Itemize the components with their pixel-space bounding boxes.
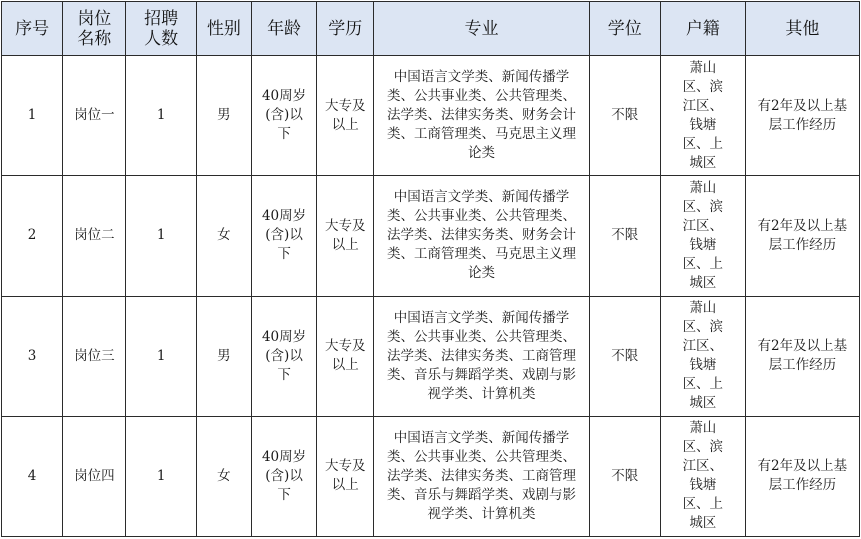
cell-age-text: 40周岁(含)以下	[261, 88, 307, 143]
cell-other	[745, 296, 859, 416]
header-index: 序号	[2, 2, 63, 56]
cell-age	[251, 416, 316, 536]
cell-education-text: 大专及以上	[325, 97, 366, 133]
cell-education-text: 大专及以上	[325, 217, 366, 253]
table-row	[2, 416, 860, 536]
cell-position: 岗位二	[63, 176, 126, 296]
cell-hukou	[660, 176, 745, 296]
header-education: 学历	[317, 2, 374, 56]
cell-education-text: 大专及以上	[325, 458, 366, 494]
cell-position: 岗位一	[63, 56, 126, 176]
cell-other	[745, 56, 859, 176]
cell-gender: 男	[196, 56, 251, 176]
cell-age	[251, 56, 316, 176]
cell-gender: 女	[196, 176, 251, 296]
cell-count: 1	[126, 56, 196, 176]
cell-degree: 不限	[589, 416, 660, 536]
cell-other-text: 有2年及以上基层工作经历	[757, 458, 848, 494]
cell-other-text: 有2年及以上基层工作经历	[757, 217, 848, 253]
header-age: 年龄	[251, 2, 316, 56]
cell-count: 1	[126, 176, 196, 296]
header-count: 招聘人数	[126, 2, 196, 56]
cell-position: 岗位四	[63, 416, 126, 536]
cell-education	[317, 176, 374, 296]
recruitment-table	[1, 1, 860, 537]
cell-major	[374, 416, 589, 536]
cell-count: 1	[126, 296, 196, 416]
cell-hukou-text: 萧山区、滨江区、钱塘区、上城区	[682, 179, 724, 291]
cell-age	[251, 296, 316, 416]
cell-age-text: 40周岁(含)以下	[261, 328, 307, 383]
cell-hukou-text: 萧山区、滨江区、钱塘区、上城区	[682, 300, 724, 412]
header-position: 岗位名称	[63, 2, 126, 56]
header-row	[2, 2, 860, 56]
cell-age-text: 40周岁(含)以下	[261, 448, 307, 503]
table-row	[2, 56, 860, 176]
cell-education	[317, 296, 374, 416]
cell-major-text: 中国语言文学类、新闻传播学类、公共事业类、公共管理类、法学类、法律实务类、工商管理类、音乐与舞蹈学类、戏剧与影视学类、计算机类	[386, 429, 576, 522]
cell-major-text: 中国语言文学类、新闻传播学类、公共事业类、公共管理类、法学类、法律实务类、财务会计类、工商管理类、马克思主义理论类	[386, 69, 576, 162]
cell-hukou	[660, 296, 745, 416]
cell-index: 2	[2, 176, 63, 296]
cell-hukou-text: 萧山区、滨江区、钱塘区、上城区	[682, 59, 724, 171]
cell-other	[745, 416, 859, 536]
cell-education	[317, 416, 374, 536]
header-degree: 学位	[589, 2, 660, 56]
table-row	[2, 296, 860, 416]
cell-major	[374, 176, 589, 296]
cell-age-text: 40周岁(含)以下	[261, 208, 307, 263]
header-gender: 性别	[196, 2, 251, 56]
cell-major-text: 中国语言文学类、新闻传播学类、公共事业类、公共管理类、法学类、法律实务类、工商管理类、音乐与舞蹈学类、戏剧与影视学类、计算机类	[386, 309, 576, 402]
cell-education-text: 大专及以上	[325, 338, 366, 374]
cell-position: 岗位三	[63, 296, 126, 416]
cell-index: 1	[2, 56, 63, 176]
cell-count: 1	[126, 416, 196, 536]
table-row	[2, 176, 860, 296]
cell-degree: 不限	[589, 296, 660, 416]
cell-gender: 男	[196, 296, 251, 416]
cell-major-text: 中国语言文学类、新闻传播学类、公共事业类、公共管理类、法学类、法律实务类、财务会计类、工商管理类、马克思主义理论类	[386, 189, 576, 282]
cell-hukou-text: 萧山区、滨江区、钱塘区、上城区	[682, 420, 724, 532]
cell-hukou	[660, 56, 745, 176]
cell-index: 3	[2, 296, 63, 416]
header-hukou: 户籍	[660, 2, 745, 56]
cell-other-text: 有2年及以上基层工作经历	[757, 338, 848, 374]
cell-major	[374, 296, 589, 416]
cell-other	[745, 176, 859, 296]
cell-index: 4	[2, 416, 63, 536]
cell-gender: 女	[196, 416, 251, 536]
cell-degree: 不限	[589, 176, 660, 296]
cell-education	[317, 56, 374, 176]
cell-age	[251, 176, 316, 296]
cell-hukou	[660, 416, 745, 536]
header-major: 专业	[374, 2, 589, 56]
cell-major	[374, 56, 589, 176]
cell-other-text: 有2年及以上基层工作经历	[757, 97, 848, 133]
cell-degree: 不限	[589, 56, 660, 176]
header-other: 其他	[745, 2, 859, 56]
